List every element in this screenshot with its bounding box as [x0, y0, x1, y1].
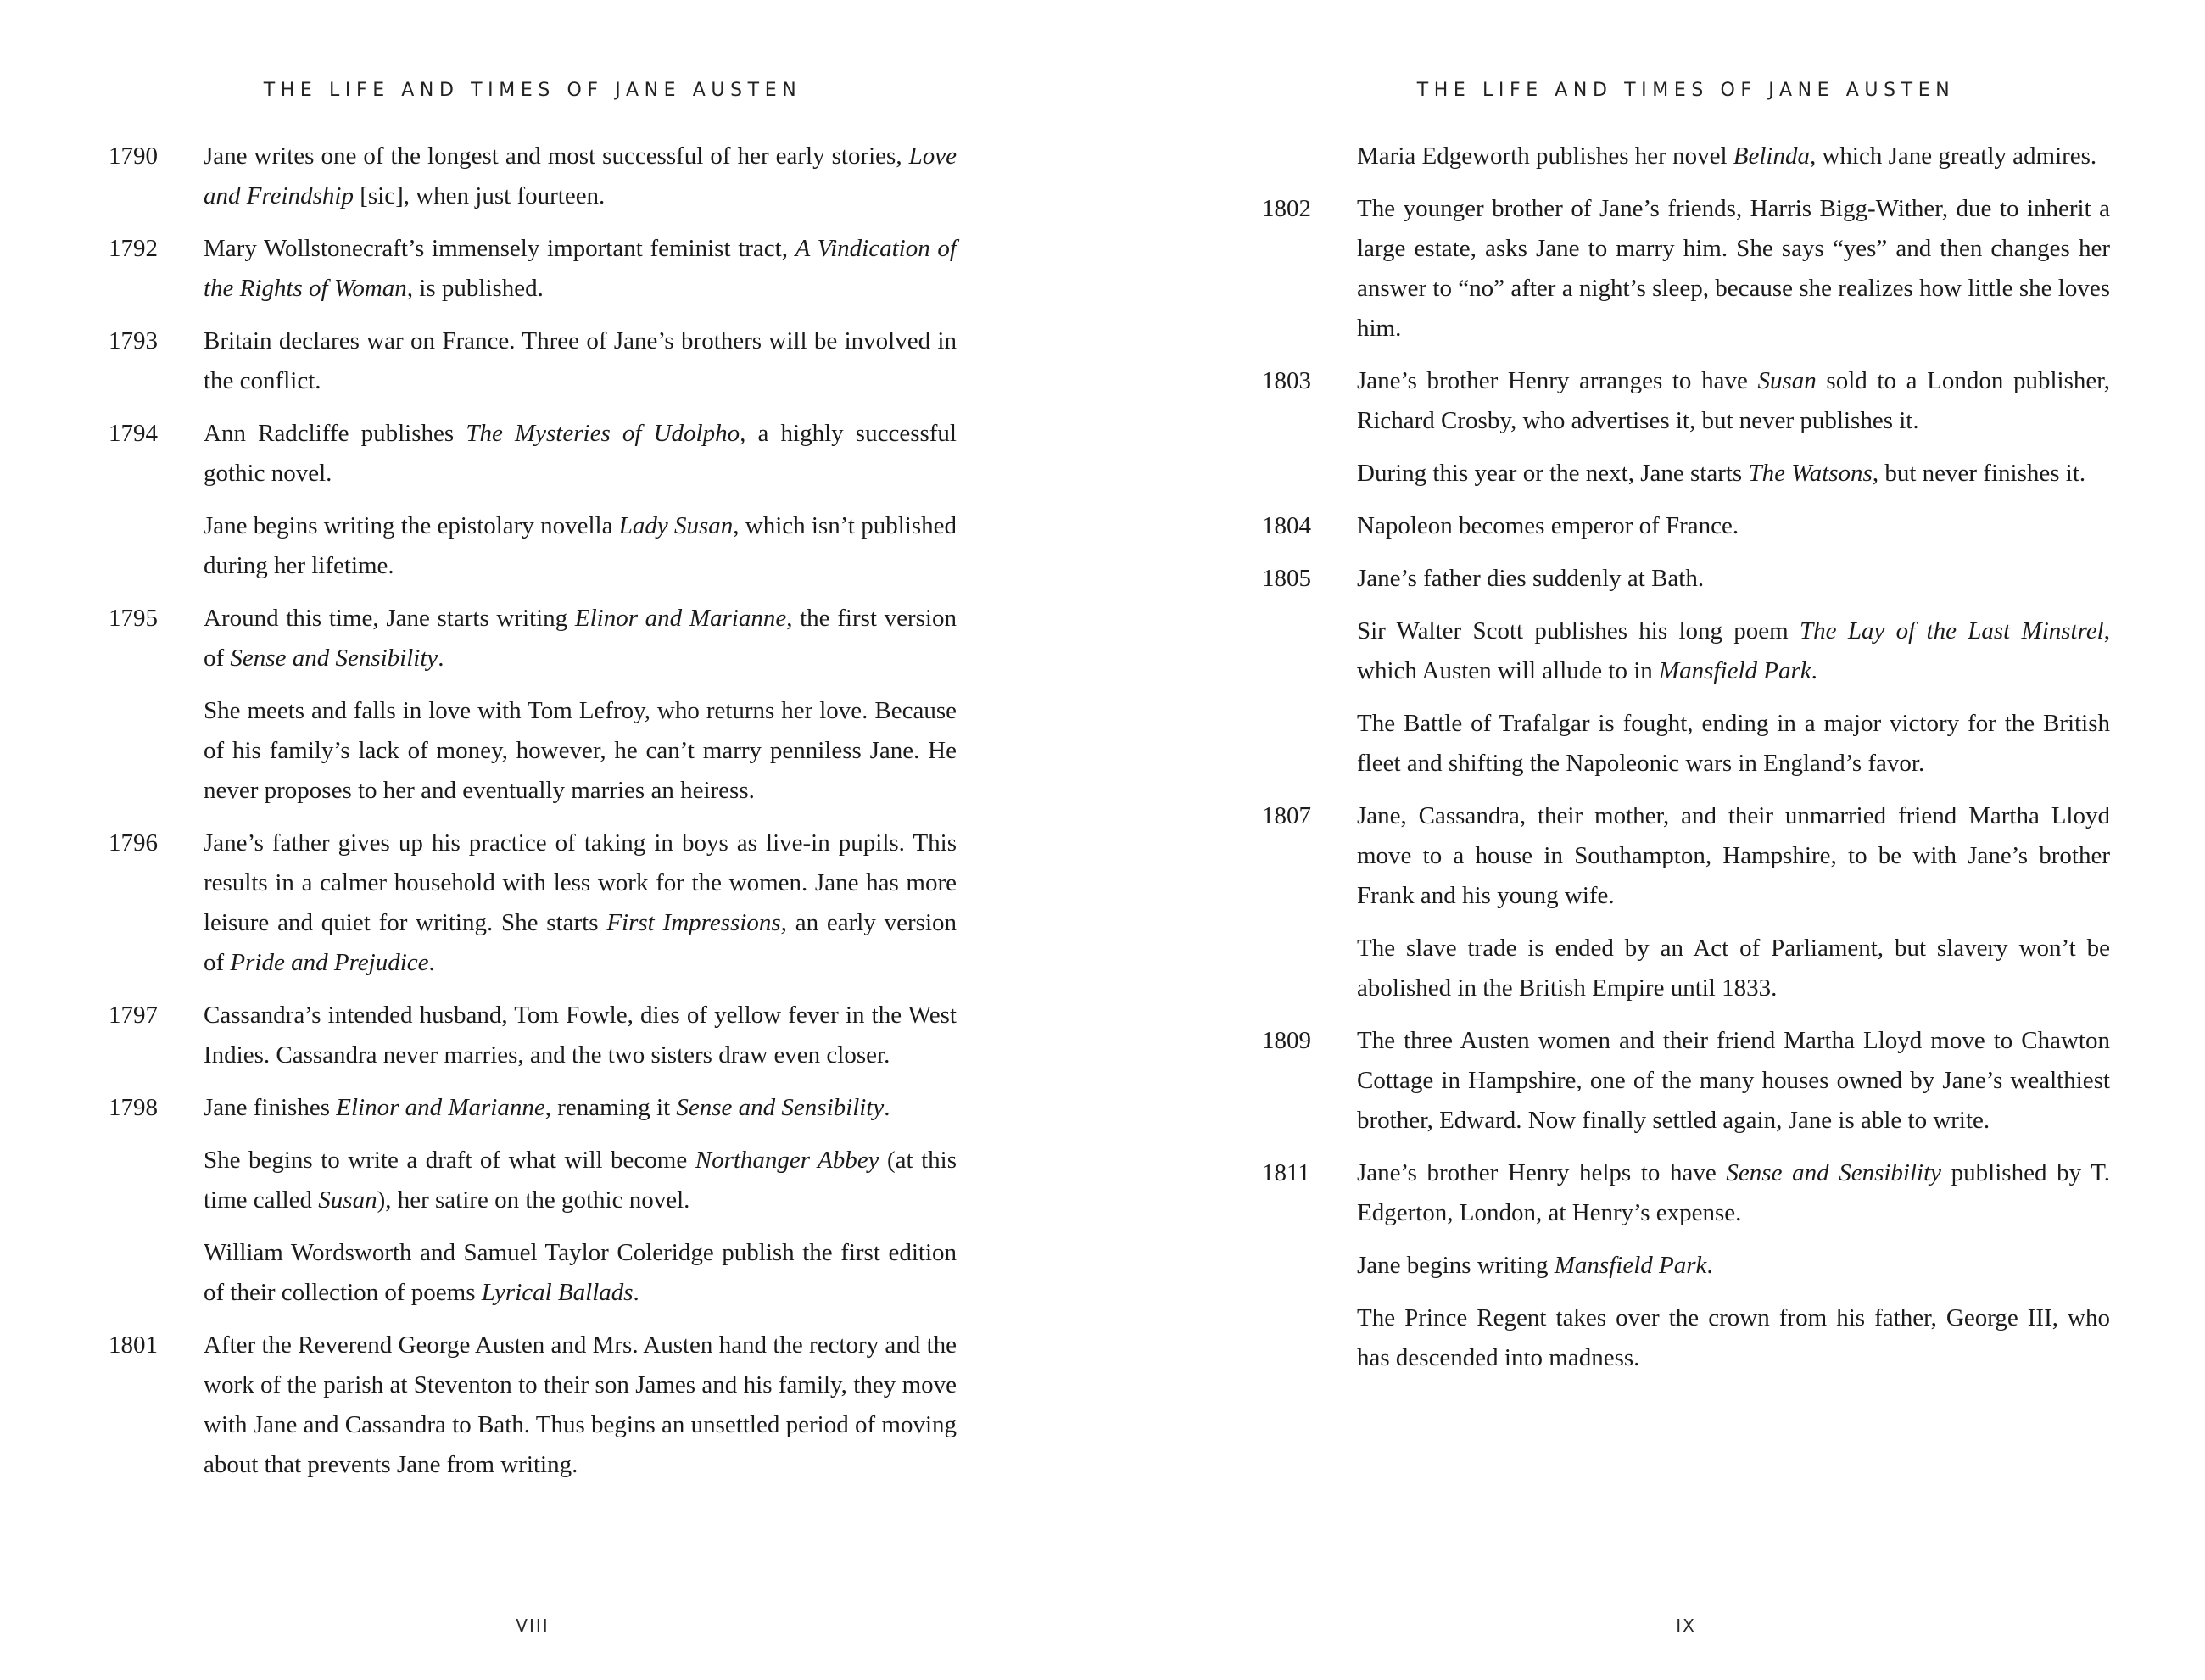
timeline-entry — [1262, 796, 2110, 916]
timeline-entry — [109, 1233, 957, 1313]
entry-text: The Prince Regent takes over the crown from his father, George III, who has descended into madness. — [1357, 1304, 2110, 1371]
entry-year — [1262, 137, 1357, 176]
entry-year — [1262, 611, 1357, 691]
entry-text: Jane writes one of the longest and most successful of her early stories, Love and Freindship [sic], when just fourteen. — [204, 142, 957, 209]
entry-text: Maria Edgeworth publishes her novel Belinda, which Jane greatly admires. — [1357, 142, 2097, 170]
entry-year: 1801 — [109, 1331, 158, 1359]
entry-year — [1262, 454, 1357, 494]
entry-year — [109, 506, 204, 586]
entry-text: Jane begins writing Mansfield Park. — [1357, 1252, 1713, 1279]
entry-text: The Battle of Trafalgar is fought, ending in a major victory for the British fleet and shifting the Napoleonic wars in England’s favor. — [1357, 710, 2110, 777]
entry-text: Jane’s father dies suddenly at Bath. — [1357, 565, 1705, 592]
entry-text: She meets and falls in love with Tom Lefroy, who returns her love. Because of his family’s lack of money, however, he can’t marry penniless Jane. He never proposes to her and eventually marries an heiress. — [204, 697, 957, 804]
entry-year: 1795 — [109, 605, 158, 632]
entry-year: 1802 — [1262, 195, 1311, 222]
running-head: THE LIFE AND TIMES OF JANE AUSTEN — [1416, 80, 1956, 101]
timeline-entry — [109, 506, 957, 586]
entry-text: After the Reverend George Austen and Mrs. Austen hand the rectory and the work of the parish at Steventon to their son James and his family, they move with Jane and Cassandra to Bath. Thus begins an unsettled period of moving about that prevents Jane from writing. — [204, 1331, 957, 1478]
entry-year: 1790 — [109, 142, 158, 170]
entry-year — [109, 1141, 204, 1220]
entry-year: 1792 — [109, 235, 158, 262]
entry-text: Jane finishes Elinor and Marianne, renaming it Sense and Sensibility. — [204, 1094, 890, 1121]
timeline — [109, 137, 957, 1485]
timeline-entry — [1262, 137, 2110, 176]
timeline-entry — [109, 229, 957, 309]
entry-year: 1803 — [1262, 367, 1311, 394]
timeline-entry — [1262, 929, 2110, 1008]
entry-year: 1809 — [1262, 1027, 1311, 1054]
entry-year: 1798 — [109, 1094, 158, 1121]
timeline-entry — [109, 1088, 957, 1128]
timeline-entry — [1262, 1153, 2110, 1233]
entry-text: The three Austen women and their friend Martha Lloyd move to Chawton Cottage in Hampshire, one of the many houses owned by Jane’s wealthiest brother, Edward. Now finally settled again, Jane is able to write. — [1357, 1027, 2110, 1134]
entry-year — [109, 691, 204, 811]
entry-year: 1805 — [1262, 565, 1311, 592]
page-right — [1102, 0, 2205, 1680]
entry-text: Britain declares war on France. Three of Jane’s brothers will be involved in the conflict. — [204, 327, 957, 394]
timeline-entry — [1262, 1021, 2110, 1141]
entry-text: William Wordsworth and Samuel Taylor Coleridge publish the first edition of their collection of poems Lyrical Ballads. — [204, 1239, 957, 1306]
entry-text: The slave trade is ended by an Act of Parliament, but slavery won’t be abolished in the British Empire until 1833. — [1357, 935, 2110, 1002]
entry-year — [1262, 929, 1357, 1008]
timeline-entry — [1262, 559, 2110, 599]
page-left-content — [109, 0, 957, 1498]
entry-text: Mary Wollstonecraft’s immensely important feminist tract, A Vindication of the Rights of Woman, is published. — [204, 235, 957, 302]
entry-year: 1807 — [1262, 802, 1311, 829]
entry-year: 1804 — [1262, 512, 1311, 539]
entry-text: Cassandra’s intended husband, Tom Fowle, dies of yellow fever in the West Indies. Cassandra never marries, and the two sisters draw even closer. — [204, 1002, 957, 1069]
timeline-entry — [109, 1326, 957, 1485]
running-head: THE LIFE AND TIMES OF JANE AUSTEN — [263, 80, 802, 101]
entry-year — [1262, 1298, 1357, 1378]
timeline-entry — [109, 823, 957, 983]
timeline-entry — [1262, 361, 2110, 441]
entry-text: Sir Walter Scott publishes his long poem The Lay of the Last Minstrel, which Austen will allude to in Mansfield Park. — [1357, 617, 2110, 684]
entry-year: 1793 — [109, 327, 158, 354]
entry-text: The younger brother of Jane’s friends, Harris Bigg-Wither, due to inherit a large estate, asks Jane to marry him. She says “yes” and then changes her answer to “no” after a night’s sleep, because she realizes how little she loves him. — [1357, 195, 2110, 342]
entry-year: 1794 — [109, 420, 158, 447]
page-right-content — [1262, 0, 2110, 1391]
entry-text: Ann Radcliffe publishes The Mysteries of Udolpho, a highly successful gothic novel. — [204, 420, 957, 487]
page-left — [0, 0, 1102, 1680]
entry-text: Jane’s brother Henry helps to have Sense and Sensibility published by T. Edgerton, London, at Henry’s expense. — [1357, 1159, 2111, 1226]
entry-year: 1797 — [109, 1002, 158, 1029]
timeline-entry — [1262, 1298, 2110, 1378]
timeline-entry — [109, 599, 957, 678]
entry-text: She begins to write a draft of what will become Northanger Abbey (at this time called Susan), her satire on the gothic novel. — [204, 1147, 957, 1214]
timeline-entry — [109, 691, 957, 811]
timeline-entry — [1262, 454, 2110, 494]
entry-year — [1262, 1246, 1357, 1286]
timeline-entry — [1262, 704, 2110, 784]
entry-text: Around this time, Jane starts writing Elinor and Marianne, the first version of Sense and Sensibility. — [204, 605, 957, 672]
entry-text: Napoleon becomes emperor of France. — [1357, 512, 1739, 539]
entry-text: Jane’s brother Henry arranges to have Susan sold to a London publisher, Richard Crosby, who advertises it, but never publishes it. — [1357, 367, 2110, 434]
timeline-entry — [1262, 189, 2110, 349]
timeline-entry — [1262, 506, 2110, 546]
timeline-entry — [109, 996, 957, 1075]
timeline-entry — [109, 137, 957, 216]
entry-year: 1796 — [109, 829, 158, 857]
entry-year — [1262, 704, 1357, 784]
entry-year: 1811 — [1262, 1159, 1310, 1186]
timeline-entry — [1262, 611, 2110, 691]
timeline-entry — [109, 321, 957, 401]
timeline — [1262, 137, 2110, 1378]
entry-year — [109, 1233, 204, 1313]
page-number: VIII — [516, 1616, 550, 1636]
page-number: IX — [1676, 1616, 1696, 1636]
timeline-entry — [109, 414, 957, 494]
timeline-entry — [109, 1141, 957, 1220]
entry-text: Jane, Cassandra, their mother, and their unmarried friend Martha Lloyd move to a house in Southampton, Hampshire, to be with Jane’s brother Frank and his young wife. — [1357, 802, 2110, 909]
timeline-entry — [1262, 1246, 2110, 1286]
entry-text: Jane begins writing the epistolary novella Lady Susan, which isn’t published during her lifetime. — [204, 512, 957, 579]
entry-text: During this year or the next, Jane starts The Watsons, but never finishes it. — [1357, 460, 2086, 487]
entry-text: Jane’s father gives up his practice of taking in boys as live-in pupils. This results in a calmer household with less work for the women. Jane has more leisure and quiet for writing. She starts First Impressions, an early version of Pride and Prejudice. — [204, 829, 957, 976]
